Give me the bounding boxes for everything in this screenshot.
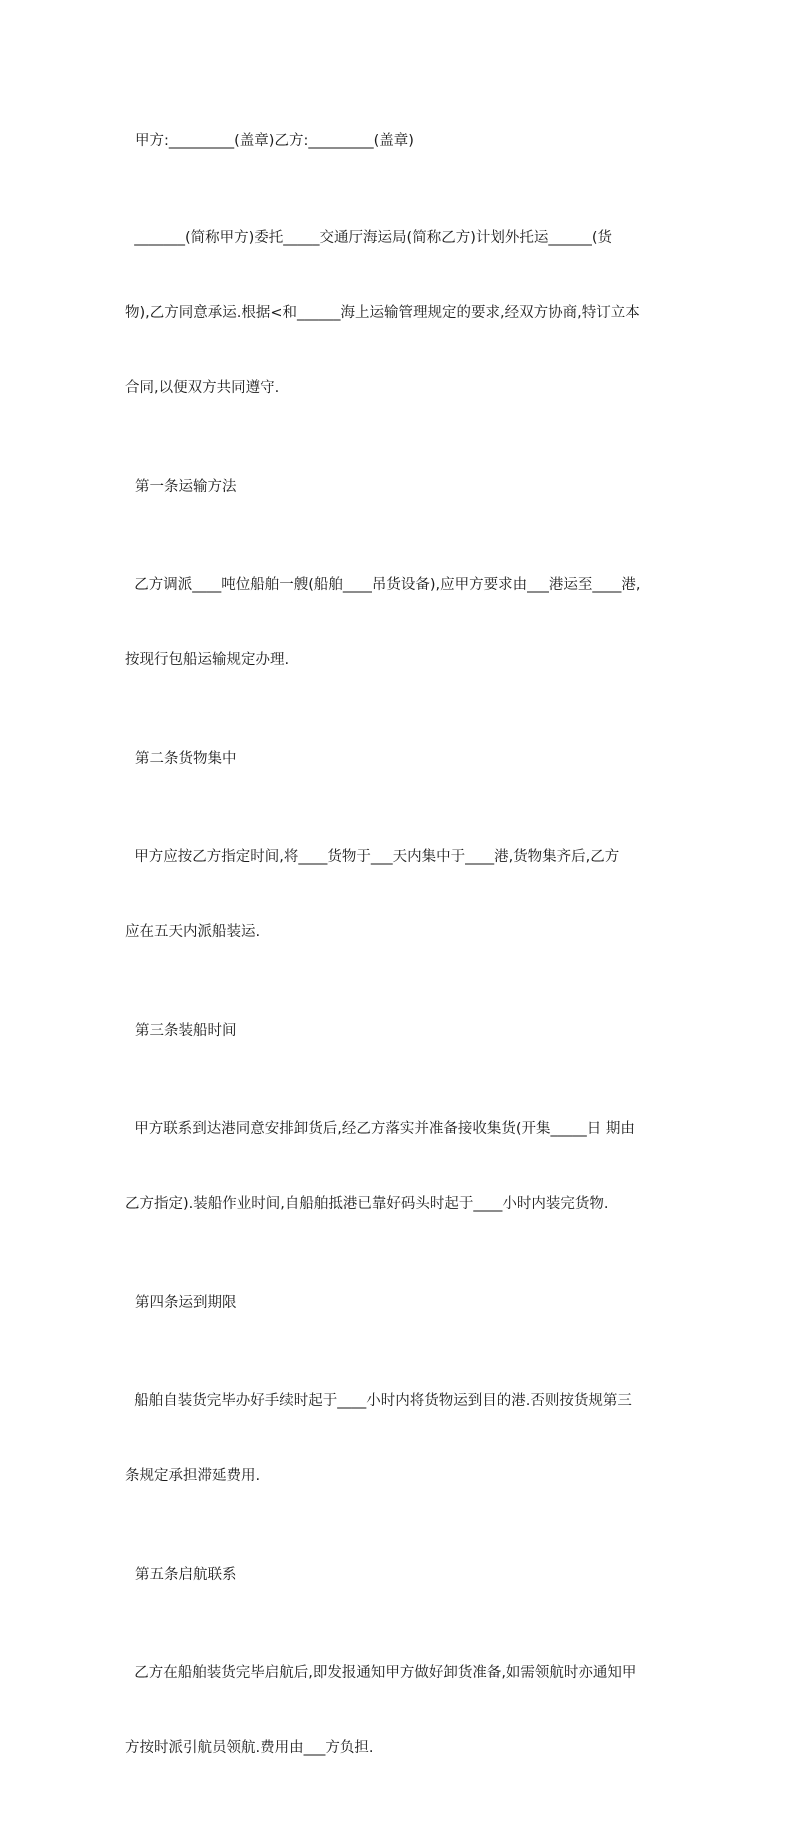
intro-line-1: _______(简称甲方)委托_____交通厅海运局(简称乙方)计划外托运______(货 (125, 230, 613, 246)
intro-line-2: 物),乙方同意承运.根据<和______海上运输管理规定的要求,经双方协商,特订立本 (125, 305, 640, 321)
section-2-line-2: 应在五天内派船装运. (125, 924, 261, 940)
section-heading-2: 第二条货物集中 (135, 751, 237, 767)
section-paragraph-4 (125, 1339, 701, 1539)
section-heading-1: 第一条运输方法 (135, 479, 237, 495)
section-4-line-1: 船舶自装货完毕办好手续时起于____小时内将货物运到目的港.否则按货规第三 (125, 1393, 632, 1409)
section-3-line-2: 乙方指定).装船作业时间,自船舶抵港已靠好码头时起于____小时内装完货物. (125, 1196, 609, 1212)
section-2-line-1: 甲方应按乙方指定时间,将____货物于___天内集中于____港,货物集齐后,乙方 (125, 849, 620, 865)
section-3-line-1: 甲方联系到达港同意安排卸货后,经乙方落实并准备接收集货(开集_____日 期由 (125, 1121, 635, 1137)
section-heading-5: 第五条启航联系 (135, 1567, 237, 1583)
section-4-line-2: 条规定承担滞延费用. (125, 1468, 261, 1484)
section-5-line-1: 乙方在船舶装货完毕启航后,即发报通知甲方做好卸货准备,如需领航时亦通知甲 (125, 1665, 637, 1681)
section-paragraph-3 (125, 1067, 701, 1267)
intro-paragraph (125, 176, 701, 451)
signature-line: 甲方:_________(盖章)乙方:_________(盖章) (135, 133, 414, 149)
section-heading-4: 第四条运到期限 (135, 1295, 237, 1311)
section-paragraph-5 (125, 1611, 701, 1811)
section-1-line-1: 乙方调派____吨位船舶一艘(船舶____吊货设备),应甲方要求由___港运至____港, (125, 577, 641, 593)
intro-line-3: 合同,以便双方共同遵守. (125, 380, 280, 396)
section-paragraph-2 (125, 795, 701, 995)
section-heading-3: 第三条装船时间 (135, 1023, 237, 1039)
section-5-line-2: 方按时派引航员领航.费用由___方负担. (125, 1740, 374, 1756)
contract-body (125, 130, 701, 1835)
section-1-line-2: 按现行包船运输规定办理. (125, 652, 290, 668)
section-paragraph-1 (125, 523, 701, 723)
